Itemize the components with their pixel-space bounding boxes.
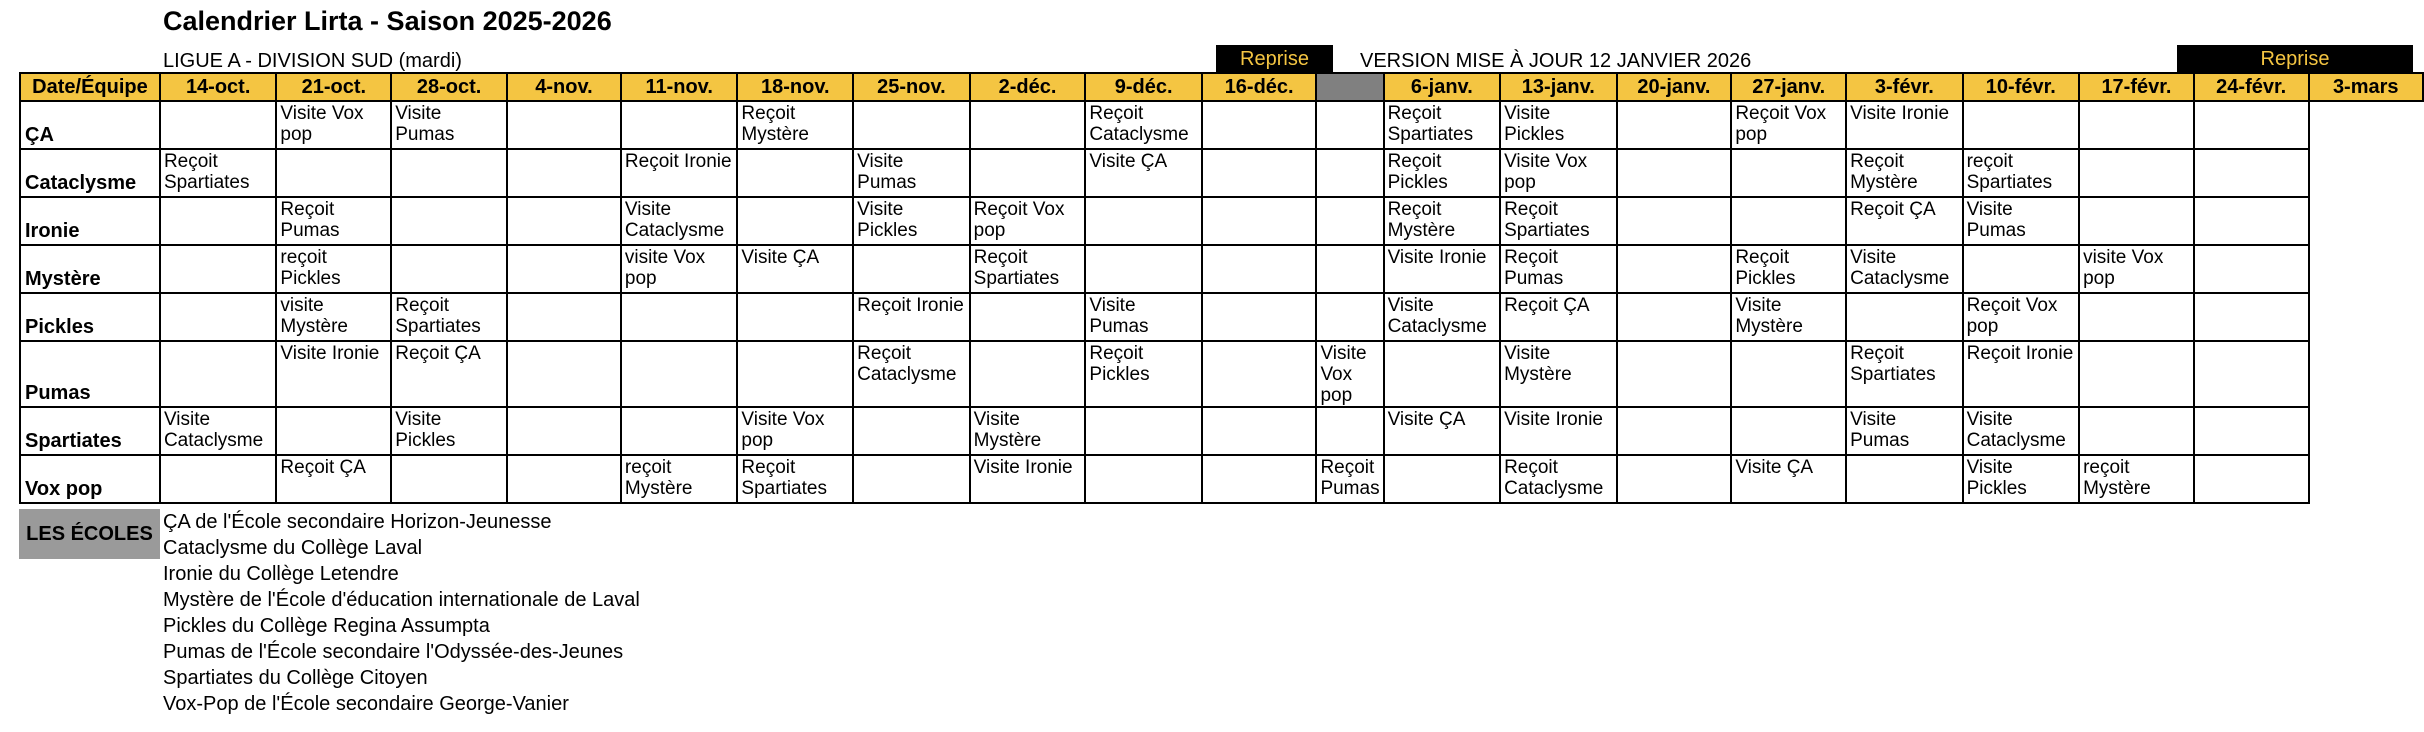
match-cell: Reçoit Spartiates [1500,197,1616,245]
match-cell [1617,293,1732,341]
match-cell: Reçoit Spartiates [160,149,276,197]
date-header: 27-janv. [1731,73,1846,101]
match-cell [2194,149,2309,197]
match-cell: Visite Mystère [1731,293,1846,341]
date-header: 16-déc. [1202,73,1317,101]
match-cell: Visite ÇA [1731,455,1846,503]
match-cell: Reçoit Vox pop [1963,293,2079,341]
match-cell [507,197,621,245]
date-header: 18-nov. [737,73,853,101]
match-cell [2079,149,2194,197]
match-cell [2079,293,2194,341]
match-cell: Visite Pumas [1085,293,1201,341]
match-cell: Reçoit Pumas [1316,455,1383,503]
match-cell: reçoit Pickles [276,245,391,293]
match-cell [1617,101,1732,149]
match-cell: Visite Pumas [1846,407,1962,455]
match-cell: Reçoit Pickles [1731,245,1846,293]
match-cell [2194,341,2309,407]
team-name: Vox pop [20,455,160,503]
match-cell: Visite ÇA [1085,149,1201,197]
team-name: Pumas [20,341,160,407]
match-cell [1617,341,1732,407]
match-cell [1963,245,2079,293]
date-header: 21-oct. [276,73,391,101]
match-cell [2079,341,2194,407]
match-cell [391,245,507,293]
date-header: 25-nov. [853,73,969,101]
match-cell [1617,197,1732,245]
match-cell [737,341,853,407]
match-cell [1316,407,1383,455]
match-cell [2194,101,2309,149]
match-cell: Visite Ironie [1846,101,1962,149]
match-cell: Visite Cataclysme [1846,245,1962,293]
match-cell: reçoit Spartiates [1963,149,2079,197]
team-name: Ironie [20,197,160,245]
match-cell [507,455,621,503]
match-cell: reçoit Mystère [621,455,737,503]
match-cell [276,407,391,455]
match-cell: Reçoit Mystère [1384,197,1500,245]
match-cell [1963,101,2079,149]
match-cell: Visite Pumas [853,149,969,197]
team-row [20,197,2423,245]
date-header: 4-nov. [507,73,621,101]
team-name: Pickles [20,293,160,341]
match-cell [853,455,969,503]
match-cell [737,293,853,341]
match-cell: Reçoit Pickles [1085,341,1201,407]
match-cell [160,341,276,407]
team-row [20,341,2423,407]
team-row [20,101,2423,149]
match-cell [1085,407,1201,455]
date-header: 3-mars [2309,73,2424,101]
match-cell: Visite Vox pop [1316,341,1383,407]
schedule-table [19,72,2424,504]
match-cell: Reçoit Spartiates [391,293,507,341]
match-cell: Reçoit Pickles [1384,149,1500,197]
date-header: 28-oct. [391,73,507,101]
reprise-banner-winter: Reprise [2177,45,2413,73]
match-cell: Reçoit Cataclysme [1500,455,1616,503]
page-title: Calendrier Lirta - Saison 2025-2026 [163,6,612,36]
match-cell [1617,245,1732,293]
match-cell: Visite Cataclysme [1963,407,2079,455]
match-cell [1202,101,1317,149]
match-cell [1731,341,1846,407]
date-header: 9-déc. [1085,73,1201,101]
match-cell [507,245,621,293]
match-cell [507,149,621,197]
match-cell [1085,455,1201,503]
match-cell [160,245,276,293]
match-cell: Visite Cataclysme [1384,293,1500,341]
team-name: Mystère [20,245,160,293]
match-cell [160,197,276,245]
match-cell [1085,197,1201,245]
match-cell [507,407,621,455]
match-cell: Visite Cataclysme [621,197,737,245]
match-cell [2079,197,2194,245]
match-cell: Reçoit Spartiates [737,455,853,503]
match-cell [1202,149,1317,197]
team-name: Spartiates [20,407,160,455]
date-header: 14-oct. [160,73,276,101]
match-cell: Reçoit Vox pop [1731,101,1846,149]
ecole-item: Ironie du Collège Letendre [163,563,399,585]
date-header: 11-nov. [621,73,737,101]
match-cell [2194,455,2309,503]
match-cell [1316,245,1383,293]
match-cell [970,293,1086,341]
team-name: ÇA [20,101,160,149]
team-name: Cataclysme [20,149,160,197]
date-header: 13-janv. [1500,73,1616,101]
match-cell [1384,341,1500,407]
match-cell [160,293,276,341]
match-cell: Reçoit Ironie [1963,341,2079,407]
match-cell: Reçoit Cataclysme [1085,101,1201,149]
match-cell [507,341,621,407]
match-cell: Visite Ironie [1384,245,1500,293]
league-subtitle: LIGUE A - DIVISION SUD (mardi) [163,50,462,72]
match-cell [391,455,507,503]
match-cell [621,407,737,455]
match-cell [276,149,391,197]
match-cell: Reçoit Spartiates [1384,101,1500,149]
match-cell [2194,245,2309,293]
match-cell: visite Mystère [276,293,391,341]
match-cell [1202,455,1317,503]
match-cell: Visite ÇA [1384,407,1500,455]
match-cell [160,455,276,503]
team-row [20,407,2423,455]
date-header: 6-janv. [1384,73,1500,101]
match-cell: Visite Mystère [1500,341,1616,407]
match-cell [853,245,969,293]
match-cell [1202,293,1317,341]
ecole-item: Vox-Pop de l'École secondaire George-Vanier [163,693,569,715]
match-cell: Reçoit Spartiates [970,245,1086,293]
ecole-item: Pickles du Collège Regina Assumpta [163,615,490,637]
match-cell [1846,293,1962,341]
match-cell: reçoit Mystère [2079,455,2194,503]
version-note: VERSION MISE À JOUR 12 JANVIER 2026 [1360,50,1752,72]
match-cell: Visite Mystère [970,407,1086,455]
match-cell [1731,197,1846,245]
match-cell: Visite Pumas [391,101,507,149]
match-cell [621,341,737,407]
match-cell [2079,407,2194,455]
match-cell [1617,455,1732,503]
match-cell: Visite Ironie [970,455,1086,503]
match-cell [737,197,853,245]
match-cell: Reçoit Ironie [853,293,969,341]
match-cell [391,197,507,245]
match-cell: Visite Ironie [276,341,391,407]
match-cell [970,149,1086,197]
match-cell [2194,407,2309,455]
match-cell: Visite Pickles [1500,101,1616,149]
match-cell: Visite Pickles [853,197,969,245]
match-cell [1617,407,1732,455]
match-cell [621,293,737,341]
match-cell: Reçoit ÇA [1846,197,1962,245]
match-cell [507,101,621,149]
match-cell [970,341,1086,407]
match-cell [1846,455,1962,503]
match-cell: Reçoit Ironie [621,149,737,197]
match-cell: Visite Pickles [1963,455,2079,503]
date-header: 10-févr. [1963,73,2079,101]
match-cell [1316,149,1383,197]
match-cell: Reçoit Pumas [1500,245,1616,293]
season-gap [1316,73,1383,101]
match-cell [621,101,737,149]
team-row [20,149,2423,197]
match-cell [2079,101,2194,149]
date-header: 2-déc. [970,73,1086,101]
match-cell: visite Vox pop [621,245,737,293]
match-cell [1316,293,1383,341]
match-cell [1316,197,1383,245]
match-cell [1202,407,1317,455]
ecole-item: Spartiates du Collège Citoyen [163,667,428,689]
match-cell [1202,197,1317,245]
match-cell [1316,101,1383,149]
match-cell: Reçoit Cataclysme [853,341,969,407]
match-cell: Reçoit Mystère [737,101,853,149]
ecole-item: Pumas de l'École secondaire l'Odyssée-des-Jeunes [163,641,624,663]
team-row [20,245,2423,293]
match-cell [391,149,507,197]
match-cell [1731,407,1846,455]
date-header: 24-févr. [2194,73,2309,101]
ecole-item: Mystère de l'École d'éducation internationale de Laval [163,589,640,611]
date-header: 3-févr. [1846,73,1962,101]
match-cell [160,101,276,149]
match-cell [2194,293,2309,341]
date-header: 17-févr. [2079,73,2194,101]
reprise-banner-fall: Reprise [1216,45,1333,73]
team-row [20,455,2423,503]
match-cell [853,101,969,149]
match-cell: Visite Vox pop [276,101,391,149]
match-cell: Visite ÇA [737,245,853,293]
match-cell [1202,245,1317,293]
match-cell: Visite Ironie [1500,407,1616,455]
header-date-team: Date/Équipe [20,73,160,101]
match-cell: Reçoit Spartiates [1846,341,1962,407]
match-cell [1085,245,1201,293]
date-header: 20-janv. [1617,73,1732,101]
match-cell: Reçoit ÇA [276,455,391,503]
match-cell [507,293,621,341]
match-cell [970,101,1086,149]
match-cell: Visite Vox pop [1500,149,1616,197]
ecole-item: ÇA de l'École secondaire Horizon-Jeunesse [163,511,552,533]
match-cell [853,407,969,455]
match-cell: Reçoit ÇA [1500,293,1616,341]
ecole-item: Cataclysme du Collège Laval [163,537,423,559]
match-cell: Visite Pickles [391,407,507,455]
match-cell [1617,149,1732,197]
match-cell: Reçoit ÇA [391,341,507,407]
match-cell: Visite Pumas [1963,197,2079,245]
match-cell: Visite Cataclysme [160,407,276,455]
match-cell: visite Vox pop [2079,245,2194,293]
match-cell [1384,455,1500,503]
match-cell: Reçoit Vox pop [970,197,1086,245]
match-cell: Reçoit Pumas [276,197,391,245]
header-row [20,73,2423,101]
match-cell [2194,197,2309,245]
match-cell [737,149,853,197]
ecoles-label: LES ÉCOLES [19,509,160,559]
match-cell: Visite Vox pop [737,407,853,455]
team-row [20,293,2423,341]
match-cell [1731,149,1846,197]
match-cell: Reçoit Mystère [1846,149,1962,197]
ecoles-list [163,509,640,717]
match-cell [1202,341,1317,407]
